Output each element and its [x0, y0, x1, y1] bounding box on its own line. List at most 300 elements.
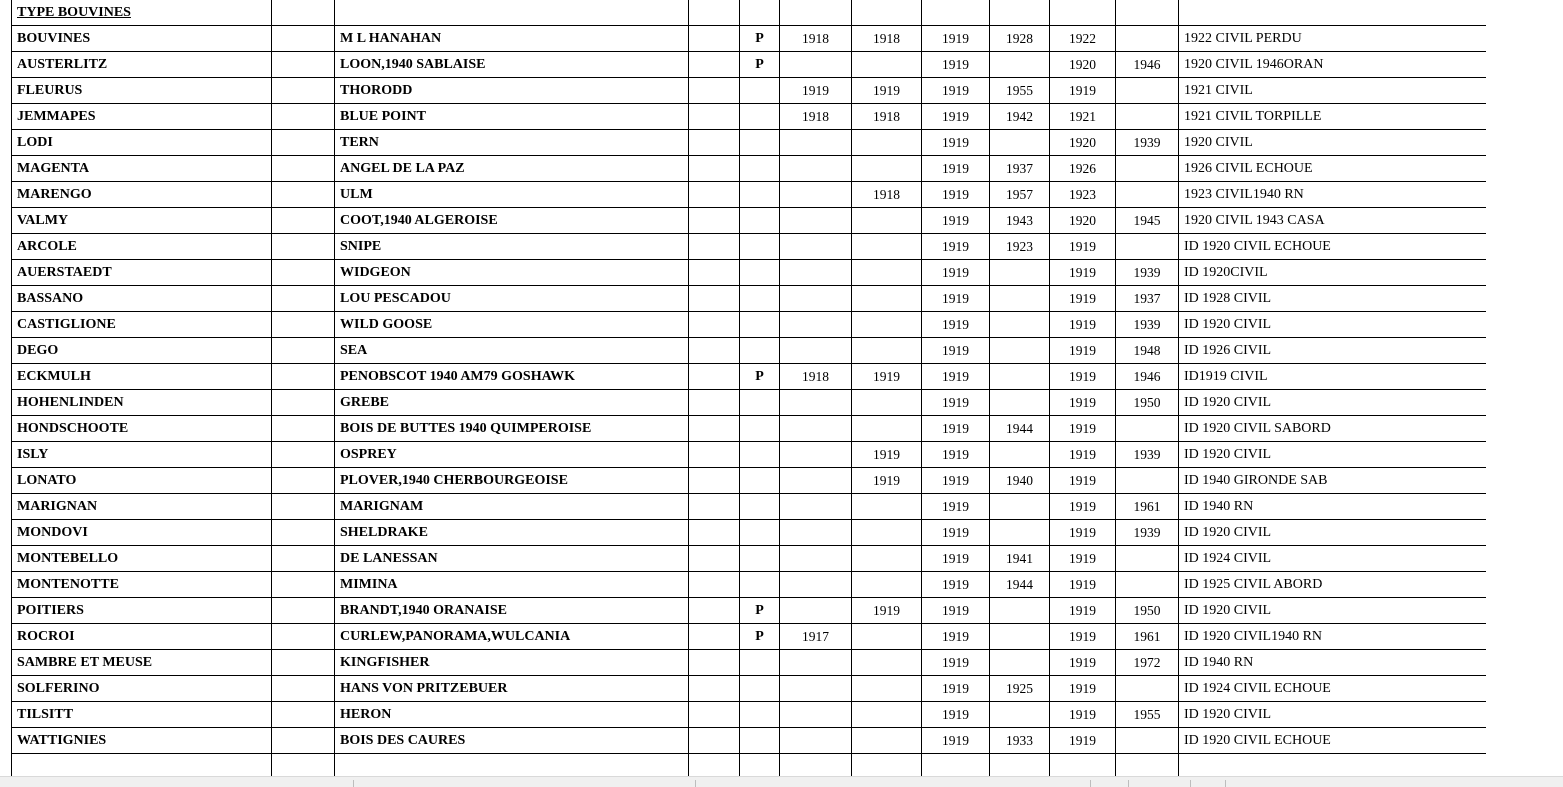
year-col-3: 1919: [922, 676, 990, 702]
year-col-4: [990, 650, 1050, 676]
year-col-5: 1920: [1050, 208, 1116, 234]
table-row: [12, 208, 1487, 234]
year-col-3: 1919: [922, 78, 990, 104]
year-col-4: 1943: [990, 208, 1050, 234]
table-row: [12, 260, 1487, 286]
year-col-4: [990, 286, 1050, 312]
year-col-4: [990, 312, 1050, 338]
blank-cell: [12, 754, 272, 777]
year-col-5: 1919: [1050, 338, 1116, 364]
later-name: BOIS DES CAURES: [335, 728, 689, 754]
remark: ID 1928 CIVIL: [1179, 286, 1487, 312]
blank-cell: [272, 104, 335, 130]
year-col-3: 1919: [922, 52, 990, 78]
ship-name: WATTIGNIES: [12, 728, 272, 754]
year-col-3: 1919: [922, 338, 990, 364]
year-col-6: 1950: [1116, 598, 1179, 624]
year-col-5: 1919: [1050, 520, 1116, 546]
year-col-2: 1919: [852, 364, 922, 390]
later-name: PENOBSCOT 1940 AM79 GOSHAWK: [335, 364, 689, 390]
blank-cell: [990, 754, 1050, 777]
section-title: TYPE BOUVINES: [12, 0, 272, 26]
table-row: [12, 624, 1487, 650]
ship-name: HOHENLINDEN: [12, 390, 272, 416]
p-flag: [740, 494, 780, 520]
year-col-1: [780, 702, 852, 728]
year-col-2: [852, 650, 922, 676]
year-col-4: 1925: [990, 676, 1050, 702]
year-col-1: 1917: [780, 624, 852, 650]
year-col-1: [780, 728, 852, 754]
ship-name: ARCOLE: [12, 234, 272, 260]
p-flag: [740, 156, 780, 182]
blank-cell: [272, 416, 335, 442]
remark: ID 1926 CIVIL: [1179, 338, 1487, 364]
p-flag: [740, 520, 780, 546]
year-col-5: 1919: [1050, 364, 1116, 390]
year-col-2: [852, 156, 922, 182]
later-name: ULM: [335, 182, 689, 208]
year-col-5: 1919: [1050, 286, 1116, 312]
year-col-2: [852, 130, 922, 156]
year-col-1: 1919: [780, 78, 852, 104]
year-col-1: [780, 416, 852, 442]
remark: ID 1920 CIVIL: [1179, 520, 1487, 546]
later-name: BOIS DE BUTTES 1940 QUIMPEROISE: [335, 416, 689, 442]
year-col-2: [852, 624, 922, 650]
year-col-4: [990, 494, 1050, 520]
year-col-4: 1942: [990, 104, 1050, 130]
year-col-5: 1919: [1050, 78, 1116, 104]
table-row: [12, 52, 1487, 78]
year-col-6: 1939: [1116, 130, 1179, 156]
table-row: [12, 182, 1487, 208]
table-row: [12, 364, 1487, 390]
later-name: LOU PESCADOU: [335, 286, 689, 312]
ship-name: HONDSCHOOTE: [12, 416, 272, 442]
year-col-1: [780, 52, 852, 78]
year-col-6: 1939: [1116, 312, 1179, 338]
remark: ID1919 CIVIL: [1179, 364, 1487, 390]
year-col-2: [852, 416, 922, 442]
year-col-6: [1116, 234, 1179, 260]
remark: 1920 CIVIL 1946ORAN: [1179, 52, 1487, 78]
blank-cell: [689, 572, 740, 598]
blank-cell: [740, 754, 780, 777]
year-col-4: 1923: [990, 234, 1050, 260]
year-col-6: [1116, 468, 1179, 494]
year-col-3: 1919: [922, 156, 990, 182]
blank-cell: [272, 234, 335, 260]
ship-name: VALMY: [12, 208, 272, 234]
blank-cell: [272, 286, 335, 312]
remark: ID 1940 GIRONDE SAB: [1179, 468, 1487, 494]
ship-name: BASSANO: [12, 286, 272, 312]
year-col-6: 1946: [1116, 52, 1179, 78]
blank-cell: [689, 390, 740, 416]
blank-cell: [689, 598, 740, 624]
blank-cell: [689, 624, 740, 650]
ship-name: LODI: [12, 130, 272, 156]
blank-cell: [689, 754, 740, 777]
blank-cell: [780, 754, 852, 777]
blank-cell: [1050, 754, 1116, 777]
year-col-2: [852, 494, 922, 520]
year-col-3: 1919: [922, 702, 990, 728]
blank-cell: [272, 182, 335, 208]
year-col-3: 1919: [922, 182, 990, 208]
ship-name: MONDOVI: [12, 520, 272, 546]
year-col-2: 1919: [852, 468, 922, 494]
remark: 1920 CIVIL: [1179, 130, 1487, 156]
later-name: ANGEL DE LA PAZ: [335, 156, 689, 182]
year-col-5: 1926: [1050, 156, 1116, 182]
ship-name: DEGO: [12, 338, 272, 364]
p-flag: [740, 442, 780, 468]
year-col-2: [852, 728, 922, 754]
table-row: [12, 416, 1487, 442]
ship-name: SAMBRE ET MEUSE: [12, 650, 272, 676]
table-row: [12, 156, 1487, 182]
year-col-5: 1919: [1050, 546, 1116, 572]
blank-cell: [689, 52, 740, 78]
year-col-5: 1919: [1050, 234, 1116, 260]
p-flag: P: [740, 26, 780, 52]
year-col-3: 1919: [922, 650, 990, 676]
year-col-1: [780, 468, 852, 494]
section-header-row: [12, 0, 1487, 26]
year-col-3: 1919: [922, 286, 990, 312]
blank-cell: [272, 728, 335, 754]
blank-cell: [272, 364, 335, 390]
year-col-1: 1918: [780, 26, 852, 52]
remark: ID 1940 RN: [1179, 494, 1487, 520]
year-col-1: [780, 312, 852, 338]
year-col-2: 1919: [852, 442, 922, 468]
year-col-3: 1919: [922, 416, 990, 442]
table-row: [12, 390, 1487, 416]
year-col-2: [852, 676, 922, 702]
year-col-3: 1919: [922, 390, 990, 416]
year-col-4: [990, 52, 1050, 78]
year-col-2: 1919: [852, 78, 922, 104]
table-row: [12, 234, 1487, 260]
blank-cell: [689, 468, 740, 494]
remark: ID 1920 CIVIL1940 RN: [1179, 624, 1487, 650]
year-col-4: [990, 130, 1050, 156]
remark: ID 1920 CIVIL: [1179, 442, 1487, 468]
year-col-2: 1919: [852, 598, 922, 624]
blank-cell: [272, 650, 335, 676]
year-col-1: [780, 234, 852, 260]
year-col-6: [1116, 416, 1179, 442]
table-row: [12, 78, 1487, 104]
year-col-5: 1919: [1050, 572, 1116, 598]
year-col-1: [780, 650, 852, 676]
blank-cell: [272, 130, 335, 156]
year-col-6: [1116, 104, 1179, 130]
blank-cell: [689, 494, 740, 520]
table-row: [12, 338, 1487, 364]
p-flag: P: [740, 52, 780, 78]
year-col-6: 1939: [1116, 520, 1179, 546]
year-col-2: [852, 52, 922, 78]
table-row: [12, 728, 1487, 754]
blank-cell: [689, 650, 740, 676]
table-row: [12, 312, 1487, 338]
year-col-3: 1919: [922, 234, 990, 260]
year-col-5: 1922: [1050, 26, 1116, 52]
year-col-3: 1919: [922, 104, 990, 130]
blank-cell: [272, 676, 335, 702]
ship-name: AUSTERLITZ: [12, 52, 272, 78]
later-name: COOT,1940 ALGEROISE: [335, 208, 689, 234]
ship-name: SOLFERINO: [12, 676, 272, 702]
year-col-3: 1919: [922, 494, 990, 520]
year-col-4: 1941: [990, 546, 1050, 572]
ship-name: MARIGNAN: [12, 494, 272, 520]
year-col-4: 1940: [990, 468, 1050, 494]
table-row: [12, 702, 1487, 728]
year-col-6: [1116, 728, 1179, 754]
blank-cell: [272, 26, 335, 52]
year-col-5: 1923: [1050, 182, 1116, 208]
blank-cell: [272, 624, 335, 650]
p-flag: [740, 130, 780, 156]
year-col-6: 1961: [1116, 494, 1179, 520]
blank-cell: [689, 546, 740, 572]
p-flag: [740, 468, 780, 494]
year-col-1: [780, 676, 852, 702]
later-name: BLUE POINT: [335, 104, 689, 130]
year-col-6: 1972: [1116, 650, 1179, 676]
year-col-5: 1919: [1050, 676, 1116, 702]
year-col-5: 1919: [1050, 442, 1116, 468]
year-col-1: [780, 260, 852, 286]
year-col-3: 1919: [922, 520, 990, 546]
ship-name: MONTEBELLO: [12, 546, 272, 572]
year-col-2: [852, 390, 922, 416]
p-flag: [740, 702, 780, 728]
blank-cell: [272, 260, 335, 286]
blank-cell: [272, 208, 335, 234]
year-col-4: [990, 338, 1050, 364]
blank-cell: [272, 702, 335, 728]
year-col-4: 1933: [990, 728, 1050, 754]
table-row: [12, 468, 1487, 494]
remark: ID 1940 RN: [1179, 650, 1487, 676]
remark: 1922 CIVIL PERDU: [1179, 26, 1487, 52]
year-col-2: [852, 312, 922, 338]
p-flag: [740, 78, 780, 104]
year-col-5: 1921: [1050, 104, 1116, 130]
blank-cell: [272, 546, 335, 572]
blank-cell: [852, 754, 922, 777]
year-col-4: [990, 260, 1050, 286]
year-col-4: 1957: [990, 182, 1050, 208]
blank-cell: [689, 364, 740, 390]
year-col-6: [1116, 572, 1179, 598]
blank-cell: [272, 390, 335, 416]
blank-cell: [689, 728, 740, 754]
year-col-1: [780, 130, 852, 156]
year-col-3: 1919: [922, 442, 990, 468]
later-name: WIDGEON: [335, 260, 689, 286]
year-col-6: [1116, 78, 1179, 104]
blank-cell: [689, 208, 740, 234]
year-col-5: 1919: [1050, 312, 1116, 338]
blank-cell: [272, 338, 335, 364]
year-col-3: 1919: [922, 546, 990, 572]
year-col-5: 1919: [1050, 416, 1116, 442]
p-flag: [740, 546, 780, 572]
later-name: DE LANESSAN: [335, 546, 689, 572]
table-row: [12, 26, 1487, 52]
year-col-6: 1946: [1116, 364, 1179, 390]
blank-cell: [272, 156, 335, 182]
remark: ID 1920CIVIL: [1179, 260, 1487, 286]
year-col-2: [852, 260, 922, 286]
blank-cell: [272, 52, 335, 78]
p-flag: [740, 286, 780, 312]
year-col-5: 1920: [1050, 130, 1116, 156]
year-col-1: [780, 442, 852, 468]
year-col-2: [852, 520, 922, 546]
ship-name: MONTENOTTE: [12, 572, 272, 598]
year-col-1: [780, 156, 852, 182]
p-flag: [740, 572, 780, 598]
blank-cell: [689, 78, 740, 104]
blank-cell: [689, 234, 740, 260]
later-name: BRANDT,1940 ORANAISE: [335, 598, 689, 624]
blank-cell: [689, 442, 740, 468]
year-col-1: [780, 390, 852, 416]
year-col-4: [990, 364, 1050, 390]
blank-cell: [335, 754, 689, 777]
later-name: PLOVER,1940 CHERBOURGEOISE: [335, 468, 689, 494]
year-col-3: 1919: [922, 260, 990, 286]
ship-name: LONATO: [12, 468, 272, 494]
remark: ID 1920 CIVIL: [1179, 312, 1487, 338]
year-col-3: 1919: [922, 364, 990, 390]
table-row: [12, 494, 1487, 520]
later-name: OSPREY: [335, 442, 689, 468]
year-col-2: [852, 234, 922, 260]
year-col-6: 1948: [1116, 338, 1179, 364]
table-row: [12, 104, 1487, 130]
year-col-6: [1116, 26, 1179, 52]
remark: ID 1920 CIVIL: [1179, 390, 1487, 416]
blank-cell: [272, 468, 335, 494]
ship-name: POITIERS: [12, 598, 272, 624]
table-row: [12, 442, 1487, 468]
year-col-4: 1944: [990, 572, 1050, 598]
remark: ID 1924 CIVIL: [1179, 546, 1487, 572]
later-name: GREBE: [335, 390, 689, 416]
year-col-6: 1939: [1116, 260, 1179, 286]
blank-cell: [272, 598, 335, 624]
blank-cell: [689, 520, 740, 546]
table-row: [12, 520, 1487, 546]
blank-cell: [689, 416, 740, 442]
year-col-5: 1919: [1050, 624, 1116, 650]
horizontal-scrollbar[interactable]: [0, 776, 1563, 787]
year-col-4: 1955: [990, 78, 1050, 104]
year-col-2: 1918: [852, 104, 922, 130]
later-name: TERN: [335, 130, 689, 156]
year-col-2: [852, 572, 922, 598]
blank-cell: [689, 182, 740, 208]
year-col-6: 1955: [1116, 702, 1179, 728]
year-col-6: 1939: [1116, 442, 1179, 468]
blank-cell: [689, 676, 740, 702]
blank-cell: [272, 494, 335, 520]
table-row: [12, 650, 1487, 676]
p-flag: [740, 234, 780, 260]
year-col-5: 1919: [1050, 494, 1116, 520]
p-flag: [740, 416, 780, 442]
p-flag: [740, 338, 780, 364]
later-name: MIMINA: [335, 572, 689, 598]
later-name: CURLEW,PANORAMA,WULCANIA: [335, 624, 689, 650]
year-col-6: [1116, 546, 1179, 572]
year-col-2: 1918: [852, 182, 922, 208]
year-col-3: 1919: [922, 624, 990, 650]
later-name: HANS VON PRITZEBUER: [335, 676, 689, 702]
blank-cell: [689, 156, 740, 182]
year-col-4: [990, 520, 1050, 546]
year-col-6: [1116, 676, 1179, 702]
year-col-3: 1919: [922, 728, 990, 754]
later-name: KINGFISHER: [335, 650, 689, 676]
year-col-4: 1944: [990, 416, 1050, 442]
ships-table: [11, 0, 1486, 776]
year-col-6: 1950: [1116, 390, 1179, 416]
year-col-5: 1919: [1050, 728, 1116, 754]
blank-cell: [689, 286, 740, 312]
later-name: THORODD: [335, 78, 689, 104]
remark: 1926 CIVIL ECHOUE: [1179, 156, 1487, 182]
ship-name: FLEURUS: [12, 78, 272, 104]
ship-name: ECKMULH: [12, 364, 272, 390]
p-flag: P: [740, 598, 780, 624]
year-col-1: [780, 520, 852, 546]
blank-cell: [1179, 754, 1487, 777]
year-col-1: [780, 338, 852, 364]
later-name: SHELDRAKE: [335, 520, 689, 546]
ship-name: ROCROI: [12, 624, 272, 650]
year-col-6: [1116, 156, 1179, 182]
year-col-5: 1919: [1050, 468, 1116, 494]
year-col-2: [852, 546, 922, 572]
year-col-5: 1919: [1050, 598, 1116, 624]
remark: ID 1920 CIVIL SABORD: [1179, 416, 1487, 442]
remark: 1921 CIVIL TORPILLE: [1179, 104, 1487, 130]
blank-cell: [272, 754, 335, 777]
year-col-5: 1919: [1050, 390, 1116, 416]
year-col-1: 1918: [780, 104, 852, 130]
p-flag: [740, 104, 780, 130]
year-col-3: 1919: [922, 130, 990, 156]
year-col-4: 1937: [990, 156, 1050, 182]
blank-cell: [272, 312, 335, 338]
later-name: MARIGNAM: [335, 494, 689, 520]
remark: ID 1924 CIVIL ECHOUE: [1179, 676, 1487, 702]
year-col-3: 1919: [922, 598, 990, 624]
remark: ID 1920 CIVIL: [1179, 598, 1487, 624]
year-col-1: [780, 286, 852, 312]
remark: 1921 CIVIL: [1179, 78, 1487, 104]
